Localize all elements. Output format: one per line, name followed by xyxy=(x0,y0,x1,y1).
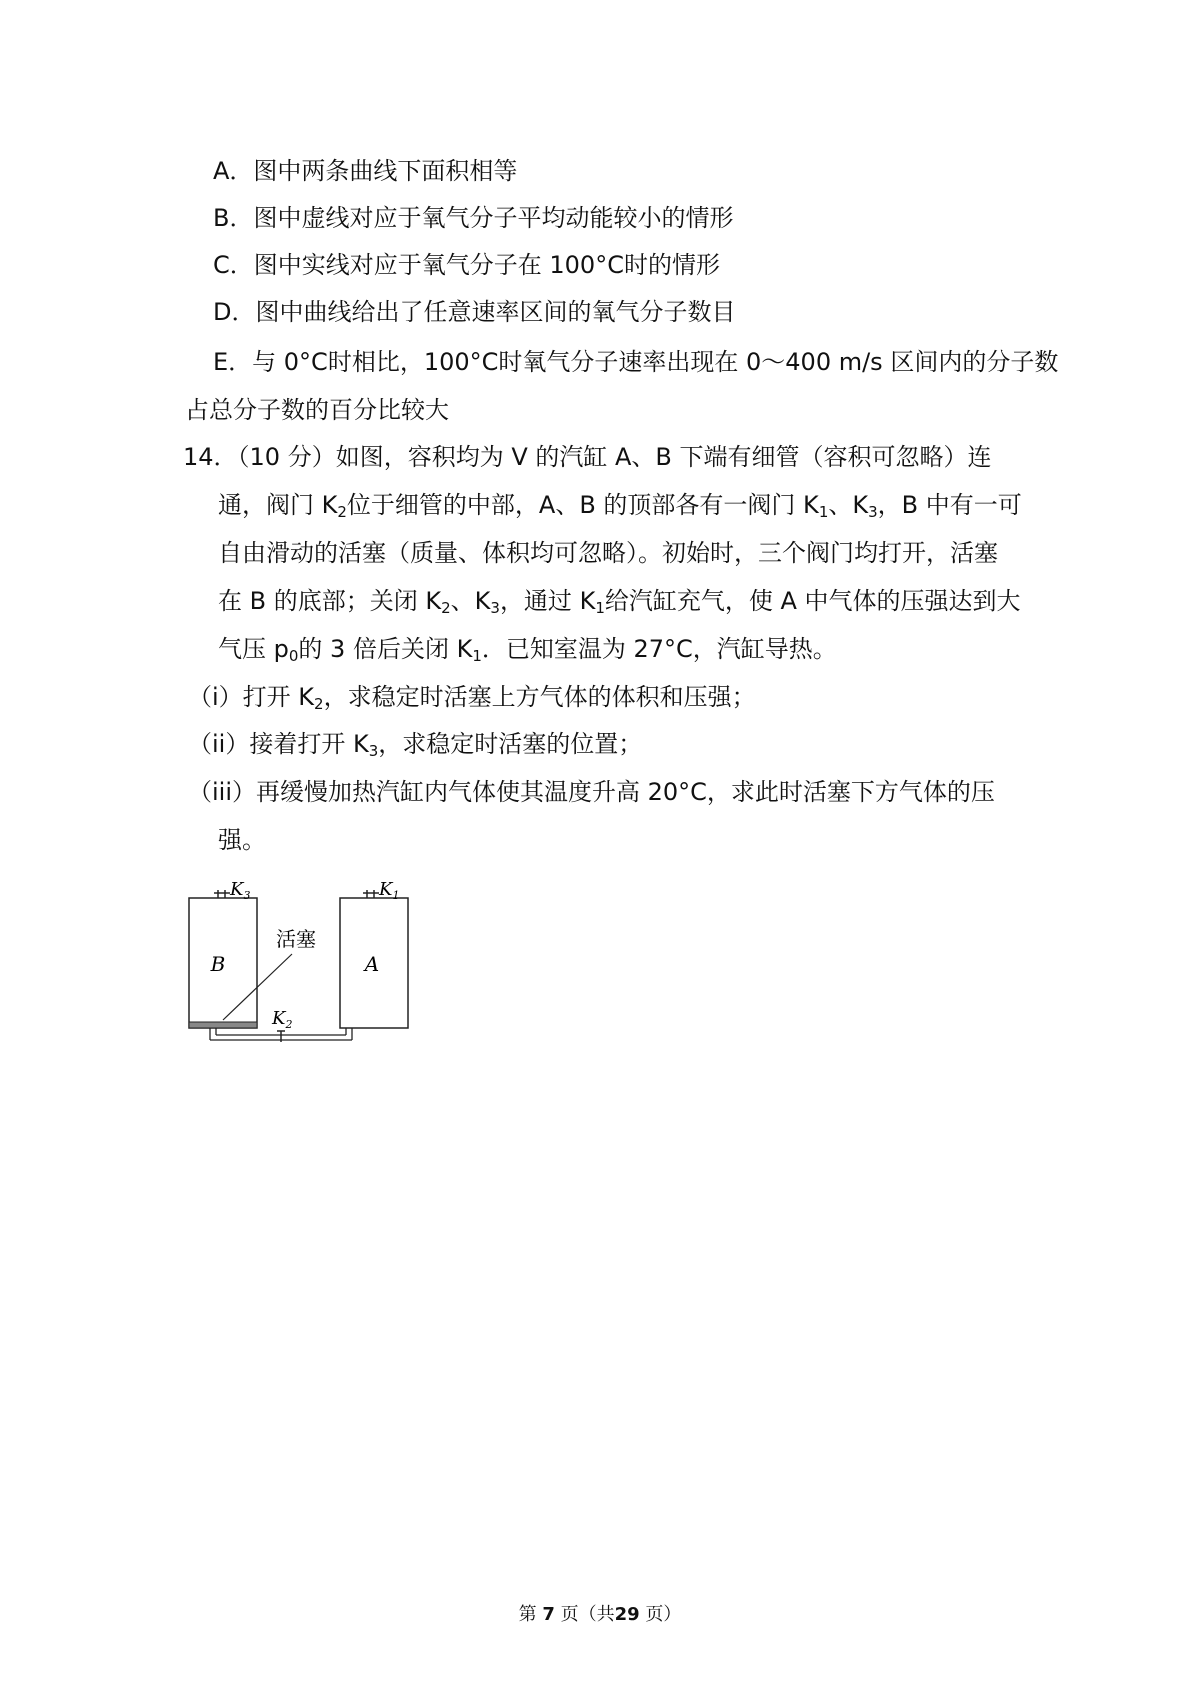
cylinder-diagram xyxy=(180,868,420,1058)
option-e-line1: E．与 0°C时相比，100°C时氧气分子速率出现在 0～400 m/s 区间内的分子数 xyxy=(213,348,1059,376)
label-a: A xyxy=(364,952,380,976)
subquestion-i: （i）打开 $K_2$，求稳定时活塞上方气体的体积和压强； xyxy=(188,683,756,713)
label-b: B xyxy=(210,952,226,976)
option-d: D．图中曲线给出了任意速率区间的氧气分子数目 xyxy=(213,298,736,326)
question-14-line3: 自由滑动的活塞（质量、体积均可忽略）。初始时，三个阀门均打开，活塞 xyxy=(218,539,998,567)
valve-k1 xyxy=(363,890,379,898)
subquestion-iii-line2: 强。 xyxy=(218,826,266,854)
label-k2: $K_2$ xyxy=(272,1008,293,1031)
subquestion-iii-line1: （iii）再缓慢加热汽缸内气体使其温度升高 20°C，求此时活塞下方气体的压 xyxy=(188,778,995,806)
question-14-line4: 在 B 的底部；关闭 $K_2$、$K_3$，通过 $K_1$给汽缸充气，使 A 中气体的压强达到大 xyxy=(218,587,1021,617)
page-footer: 第 7 页（共29 页） xyxy=(518,1604,682,1625)
label-k3: $K_3$ xyxy=(230,879,251,902)
option-c: C．图中实线对应于氧气分子在 100°C时的情形 xyxy=(213,251,720,279)
label-piston: 活塞 xyxy=(276,927,316,951)
label-k1: $K_1$ xyxy=(379,879,400,902)
option-e-line2: 占总分子数的百分比较大 xyxy=(185,396,449,424)
question-14-line1: 14．（10 分）如图，容积均为 V 的汽缸 A、B 下端有细管（容积可忽略）连 xyxy=(183,443,992,471)
piston xyxy=(189,1022,257,1028)
subquestion-ii: （ii）接着打开 $K_3$，求稳定时活塞的位置； xyxy=(188,730,643,760)
valve-k3 xyxy=(214,890,230,898)
option-b: B．图中虚线对应于氧气分子平均动能较小的情形 xyxy=(213,204,734,232)
question-14-line5: 气压 $p_0$的 3 倍后关闭 $K_1$．已知室温为 27°C，汽缸导热。 xyxy=(218,635,837,665)
option-a: A．图中两条曲线下面积相等 xyxy=(213,157,518,185)
question-14-line2: 通，阀门 $K_2$位于细管的中部，A、B 的顶部各有一阀门 $K_1$、$K_3$，B 中有一可 xyxy=(218,491,1022,521)
